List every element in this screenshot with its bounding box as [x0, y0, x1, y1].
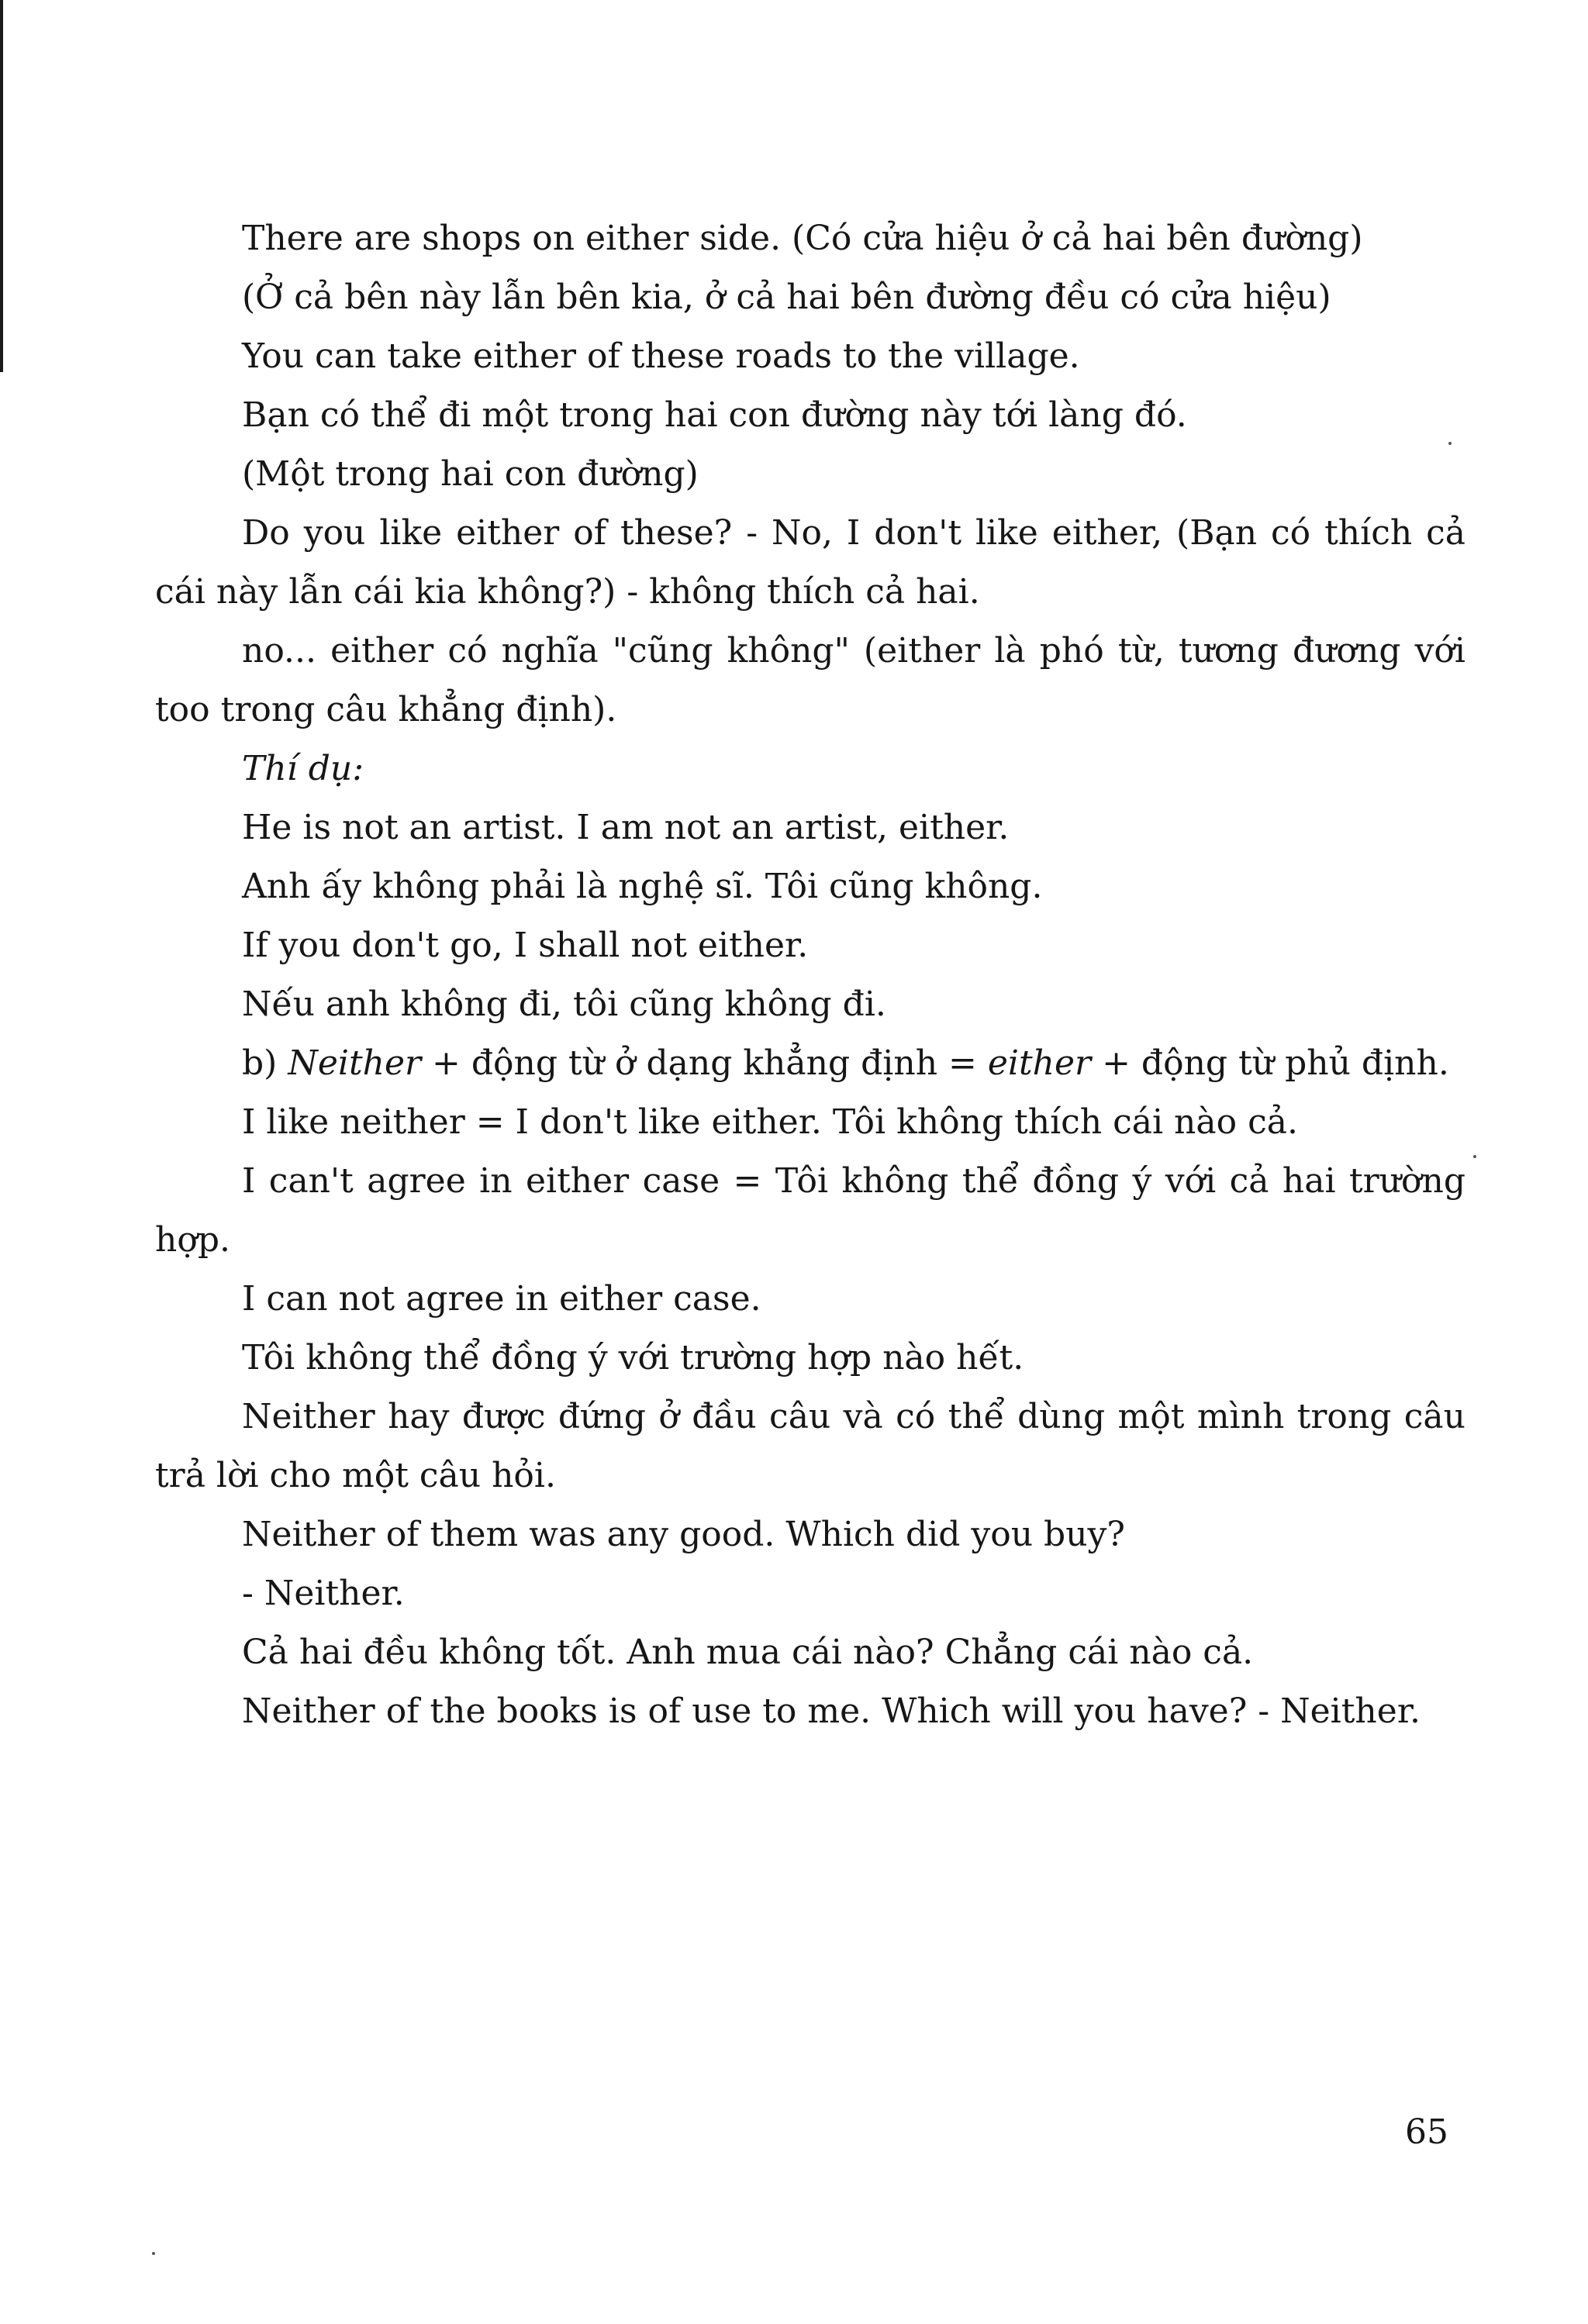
- text-line: Tôi không thể đồng ý với trường hợp nào hết.: [242, 1338, 1024, 1378]
- paragraph: I can't agree in either case = Tôi không thể đồng ý với cả hai trường hợp.: [155, 1161, 1465, 1260]
- text-line: He is not an artist. I am not an artist, either.: [242, 808, 1010, 847]
- text-line: Cả hai đều không tốt. Anh mua cái nào? Chẳng cái nào cả.: [242, 1633, 1254, 1672]
- text-line: (Một trong hai con đường): [242, 454, 699, 494]
- text-line: Nếu anh không đi, tôi cũng không đi.: [242, 984, 886, 1024]
- text-line: If you don't go, I shall not either.: [242, 926, 809, 965]
- text-line: You can take either of these roads to the village.: [242, 336, 1080, 376]
- scan-speck: [152, 2252, 155, 2255]
- scan-speck: [1448, 442, 1452, 445]
- paragraph: Neither hay được đứng ở đầu câu và có thể dùng một mình trong câu trả lời cho một câu hỏi.: [155, 1397, 1465, 1495]
- text-line: I can not agree in either case.: [242, 1279, 761, 1319]
- paragraph: no... either có nghĩa "cũng không" (either là phó từ, tương đương với too trong câu khẳng định).: [155, 631, 1465, 729]
- paragraph: Neither of the books is of use to me. Which will you have? - Neither.: [242, 1691, 1421, 1731]
- text-line: Bạn có thể đi một trong hai con đường này tới làng đó.: [242, 395, 1187, 435]
- scan-edge: [0, 0, 3, 372]
- rule-b-either: either: [987, 1043, 1092, 1083]
- text-line: - Neither.: [242, 1574, 405, 1613]
- example-label: Thí dụ:: [242, 749, 364, 788]
- scan-speck: [1473, 1155, 1476, 1158]
- text-line: There are shops on either side. (Có cửa hiệu ở cả hai bên đường): [242, 219, 1363, 258]
- rule-b-paragraph: [155, 1034, 1465, 1093]
- paragraph: Do you like either of these? - No, I don't like either, (Bạn có thích cả cái này lẫn cái kia không?) - không thích cả hai.: [155, 513, 1465, 612]
- rule-b-middle: + động từ ở dạng khẳng định =: [421, 1043, 988, 1083]
- text-line: Neither of them was any good. Which did you buy?: [242, 1515, 1125, 1554]
- rule-b-suffix: + động từ phủ định.: [1091, 1043, 1449, 1083]
- rule-b-prefix: b): [242, 1043, 288, 1083]
- text-line: Anh ấy không phải là nghệ sĩ. Tôi cũng không.: [242, 867, 1043, 906]
- page-number: 65: [1405, 2112, 1448, 2152]
- rule-b-neither: Neither: [288, 1043, 422, 1083]
- page-content: [155, 209, 1465, 1741]
- text-line: I like neither = I don't like either. Tôi không thích cái nào cả.: [242, 1102, 1298, 1142]
- text-line: (Ở cả bên này lẫn bên kia, ở cả hai bên đường đều có cửa hiệu): [242, 278, 1331, 317]
